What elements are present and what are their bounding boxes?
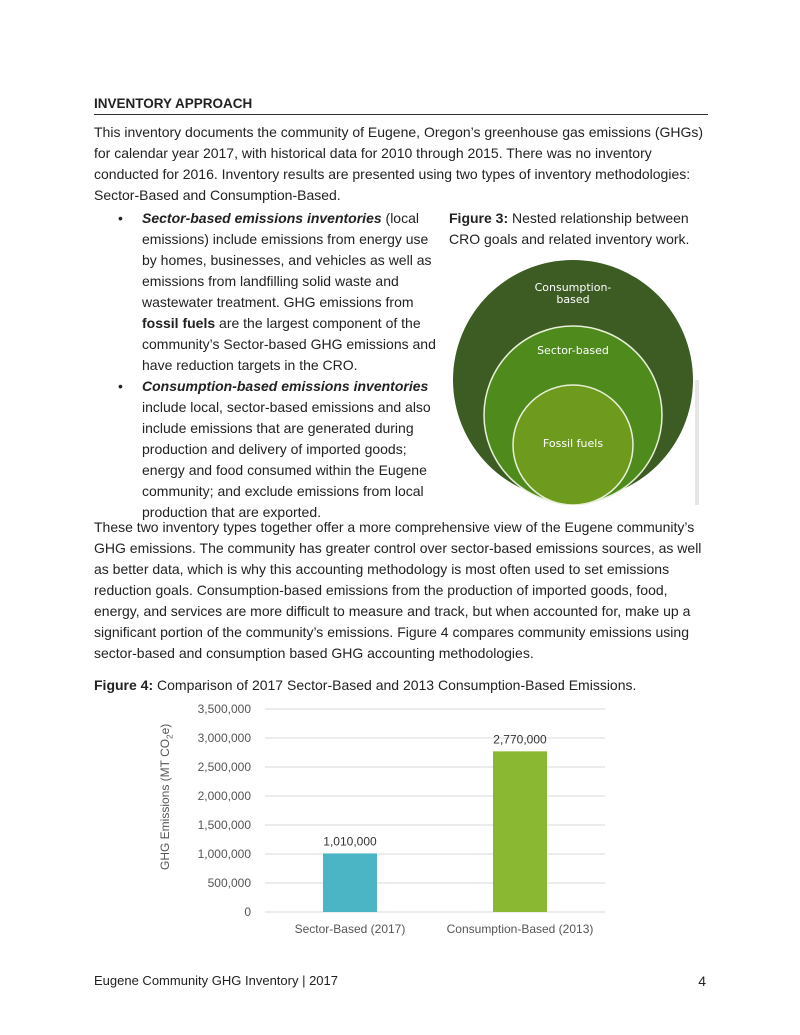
y-tick-label: 1,500,000 [197,818,251,832]
x-tick-label: Consumption-Based (2013) [446,922,594,936]
bullet-sector: • Sector-based emissions inventories (local emissions) include emissions from energy use by homes, businesses, and vehicles as well as emissions from landfilling solid waste and wastewater treatment. GHG emissions from fossil fuels are the largest component of the community’s Sector-based GHG emissions and have reduction targets in the CRO. [118,208,443,376]
label-sector: Sector-based [537,344,609,357]
bullet-consumption: • Consumption-based emissions inventories include local, sector-based emissions and also include emissions that are generated during production and delivery of imported goods; energy and food consumed within the Eugene community; and exclude emissions from local production that are exported. [118,376,443,523]
intro-paragraph: This inventory documents the community of Eugene, Oregon’s greenhouse gas emissions (GHGs) for calendar year 2017, with historical data for 2010 through 2015. There was no inventory conducted for 2016. Inventory results are presented using two types of inventory methodologies: Sector-Based and Consumption-Based. [94,124,704,203]
data-label: 1,010,000 [323,834,377,849]
section-heading: INVENTORY APPROACH [94,96,708,115]
label-consumption: Consumption- [534,281,612,294]
comparison-paragraph: These two inventory types together offer a more comprehensive view of the Eugene community’s GHG emissions. The community has greater control over sector-based emissions sources, as well as better data, which is why this accounting methodology is most often used to set emissions reduction goals. Consumption-based emissions from the production of imported goods, food, energy, and services are more difficult to measure and track, but when accounted for, make up a significant portion of the community’s emissions. Figure 4 compares community emissions using sector-based and consumption based GHG accounting methodologies. [94,519,702,661]
footer-title: Eugene Community GHG Inventory | 2017 [94,973,338,988]
y-axis-label: GHG Emissions (MT $CO_2e$) [158,723,175,870]
y-tick-label: 500,000 [207,876,251,890]
svg-text:based: based [556,293,590,306]
page-number: 4 [698,973,706,989]
figure3-caption: Figure 3: Nested relationship between CRO goals and related inventory work. [449,210,690,247]
x-tick-label: Sector-Based (2017) [294,922,406,936]
y-tick-label: 3,000,000 [197,731,251,745]
y-tick-label: 1,000,000 [197,847,251,861]
y-tick-label: 2,000,000 [197,789,251,803]
y-tick-label: 0 [244,905,251,919]
label-fossil: Fossil fuels [542,437,604,450]
figure4-caption: Figure 4: Comparison of 2017 Sector-Based and 2013 Consumption-Based Emissions. [94,677,637,693]
y-tick-label: 3,500,000 [197,702,251,716]
bar [493,751,547,912]
bar [323,853,377,912]
data-label: 2,770,000 [493,732,547,747]
y-tick-label: 2,500,000 [197,760,251,774]
